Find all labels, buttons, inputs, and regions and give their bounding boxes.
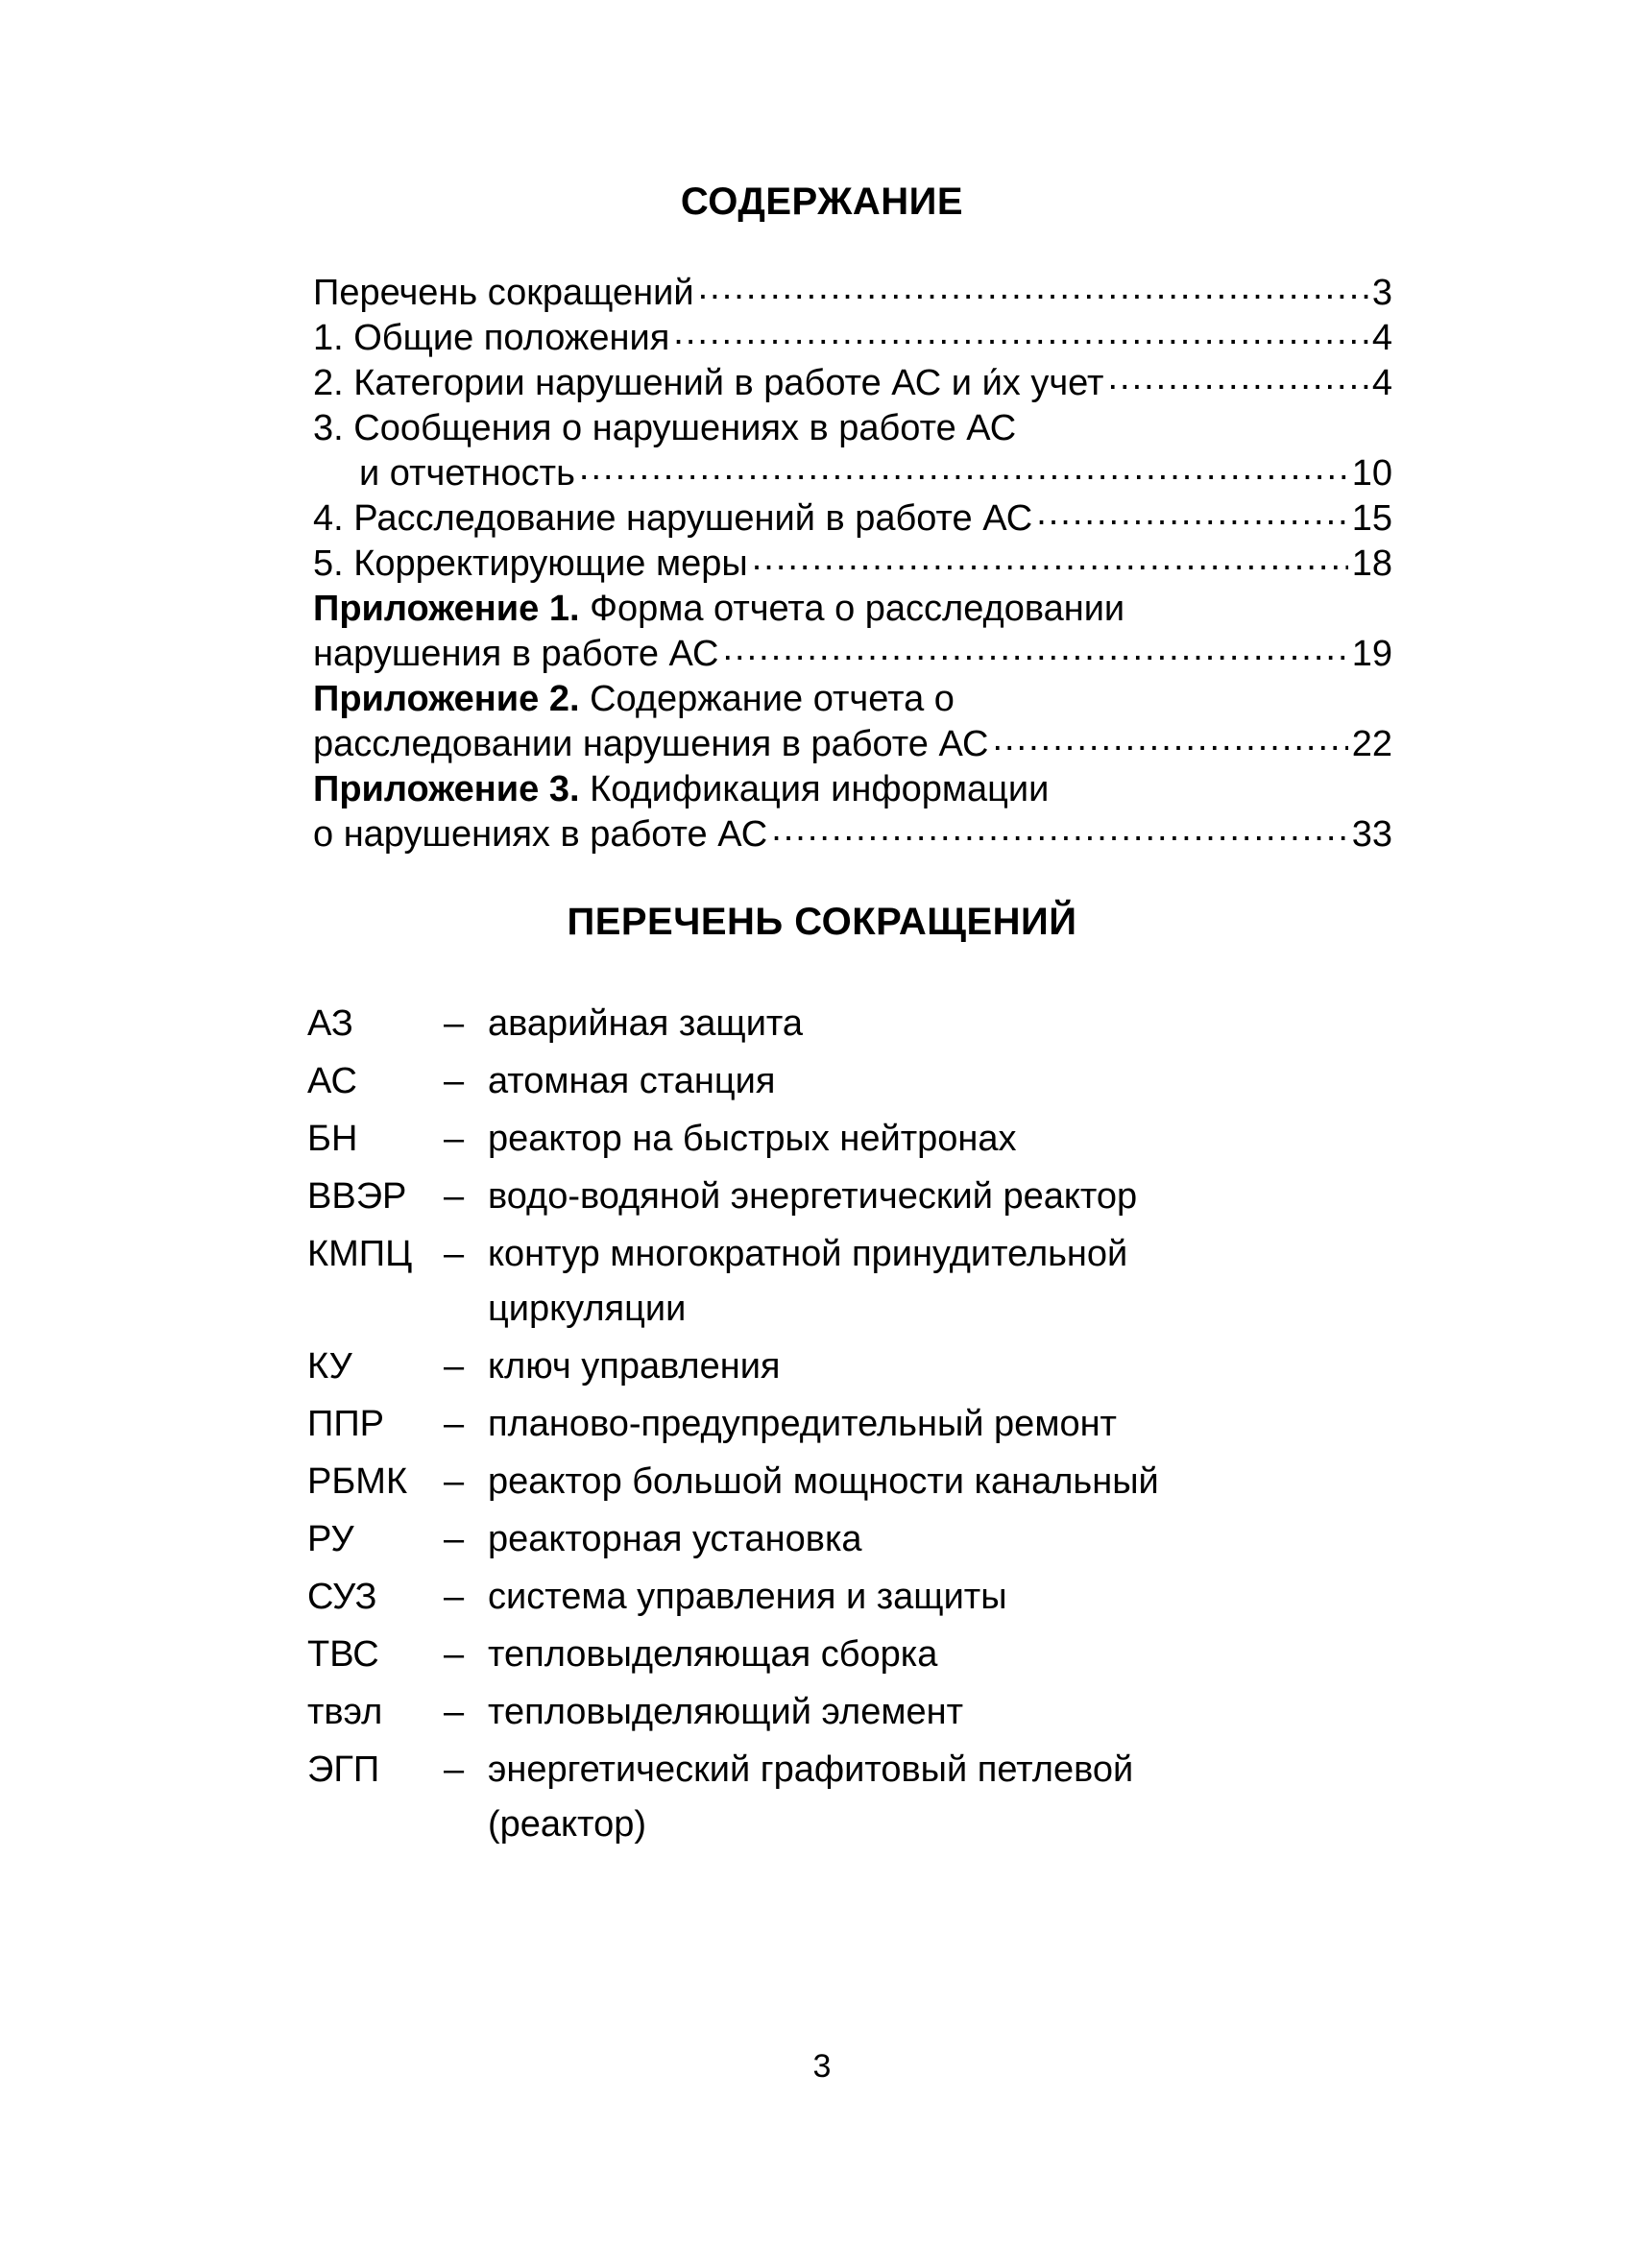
toc-entry-text: Перечень сокращений [313, 273, 694, 313]
abbreviation-row [307, 1741, 1364, 1853]
toc-page-number: 4 [1371, 363, 1392, 403]
toc-page-number: 4 [1371, 318, 1392, 358]
abbreviation-row [307, 1110, 1364, 1168]
abbreviation-term: РУ [307, 1519, 354, 1559]
abbreviation-definition: водо-водяной энергетический реактор [488, 1176, 1138, 1217]
abbreviation-definition: реактор большой мощности канальный [488, 1461, 1159, 1502]
abbreviation-definition: система управления и защиты [488, 1577, 1007, 1617]
toc-entry [313, 271, 1392, 316]
abbreviations-title: ПЕРЕЧЕНЬ СОКРАЩЕНИЙ [567, 901, 1077, 943]
dash: – [444, 1176, 465, 1217]
abbreviation-term: АС [307, 1061, 357, 1101]
abbreviation-term: ППР [307, 1404, 384, 1444]
toc-entry [313, 767, 1392, 812]
toc-entry [313, 632, 1392, 677]
dash: – [444, 1061, 465, 1101]
toc-page-number: 33 [1351, 814, 1392, 855]
toc-entry-text: расследовании нарушения в работе АС [313, 724, 989, 764]
abbreviation-term: АЗ [307, 1003, 353, 1044]
toc-entry [313, 542, 1392, 587]
abbreviation-definition: атомная станция [488, 1061, 776, 1101]
dash: – [444, 1119, 465, 1159]
abbreviation-definition: реактор на быстрых нейтронах [488, 1119, 1017, 1159]
appendix-label: Приложение 1. [313, 589, 580, 629]
abbreviation-term: КУ [307, 1346, 352, 1387]
toc-entry [313, 722, 1392, 767]
toc-entry-text: 1. Общие положения [313, 318, 670, 358]
toc-entry-text: нарушения в работе АС [313, 634, 719, 674]
abbreviations-list [307, 995, 1364, 1853]
abbreviation-definition: тепловыделяющий элемент [488, 1692, 964, 1732]
abbreviation-definition: аварийная защита [488, 1003, 804, 1044]
toc-entry-text: Содержание отчета о [579, 679, 955, 719]
toc-entry-text: 2. Категории нарушений в работе АС и и́х учет [313, 363, 1104, 403]
dash: – [444, 1692, 465, 1732]
toc-entry [313, 406, 1392, 451]
dash: – [444, 1519, 465, 1559]
abbreviation-definition: реакторная установка [488, 1519, 862, 1559]
dash: – [444, 1634, 465, 1675]
toc-entry [313, 812, 1392, 857]
toc-entry [313, 451, 1392, 496]
dash: – [444, 1461, 465, 1502]
abbreviation-term: КМПЦ [307, 1234, 413, 1274]
abbreviation-term: твэл [307, 1692, 383, 1732]
abbreviation-row [307, 1510, 1364, 1568]
abbreviation-row [307, 1683, 1364, 1741]
dash: – [444, 1577, 465, 1617]
abbreviation-term: ТВС [307, 1634, 379, 1675]
toc-entry-text: о нарушениях в работе АС [313, 814, 768, 855]
toc-entry [313, 316, 1392, 361]
toc-entry-text: и отчетность [359, 453, 575, 494]
toc-entry [313, 496, 1392, 542]
abbreviation-row [307, 1395, 1364, 1453]
toc-entry [313, 677, 1392, 722]
abbreviation-term: СУЗ [307, 1577, 377, 1617]
abbreviation-term: БН [307, 1119, 358, 1159]
dash: – [444, 1234, 465, 1274]
toc-page-number: 15 [1351, 498, 1392, 539]
abbreviation-row [307, 1052, 1364, 1110]
toc-entry-text: 4. Расследование нарушений в работе АС [313, 498, 1033, 539]
toc-entry [313, 587, 1392, 632]
toc-entry-text: 3. Сообщения о нарушениях в работе АС [313, 408, 1017, 448]
toc-entry-text: Форма отчета о расследовании [579, 589, 1125, 629]
dash: – [444, 1003, 465, 1044]
abbreviation-term: ЭГП [307, 1749, 380, 1790]
table-of-contents [313, 271, 1392, 857]
page-number: 3 [812, 2048, 832, 2085]
toc-page-number: 10 [1351, 453, 1392, 494]
abbreviation-row [307, 1168, 1364, 1225]
toc-page-number: 19 [1351, 634, 1392, 674]
abbreviation-definition: тепловыделяющая сборка [488, 1634, 938, 1675]
abbreviation-term: ВВЭР [307, 1176, 407, 1217]
abbreviation-definition: ключ управления [488, 1346, 781, 1387]
toc-page-number: 22 [1351, 724, 1392, 764]
abbreviation-row [307, 1225, 1364, 1338]
abbreviation-term: РБМК [307, 1461, 408, 1502]
abbreviation-row [307, 1453, 1364, 1510]
dash: – [444, 1346, 465, 1387]
abbreviation-definition: энергетический графитовый петлевой (реактор) [488, 1749, 1134, 1845]
toc-page-number: 18 [1351, 543, 1392, 584]
dash: – [444, 1404, 465, 1444]
appendix-label: Приложение 3. [313, 769, 580, 809]
abbreviation-definition: контур многократной принудительной циркуляции [488, 1234, 1128, 1329]
toc-entry [313, 361, 1392, 406]
toc-entry-text: 5. Корректирующие меры [313, 543, 748, 584]
toc-entry-text: Кодификация информации [579, 769, 1050, 809]
dash: – [444, 1749, 465, 1790]
appendix-label: Приложение 2. [313, 679, 580, 719]
abbreviation-row [307, 1568, 1364, 1626]
toc-page-number: 3 [1371, 273, 1392, 313]
abbreviation-row [307, 1338, 1364, 1395]
abbreviation-row [307, 1626, 1364, 1683]
toc-title: СОДЕРЖАНИЕ [680, 181, 964, 223]
abbreviation-row [307, 995, 1364, 1052]
abbreviation-definition: планово-предупредительный ремонт [488, 1404, 1117, 1444]
